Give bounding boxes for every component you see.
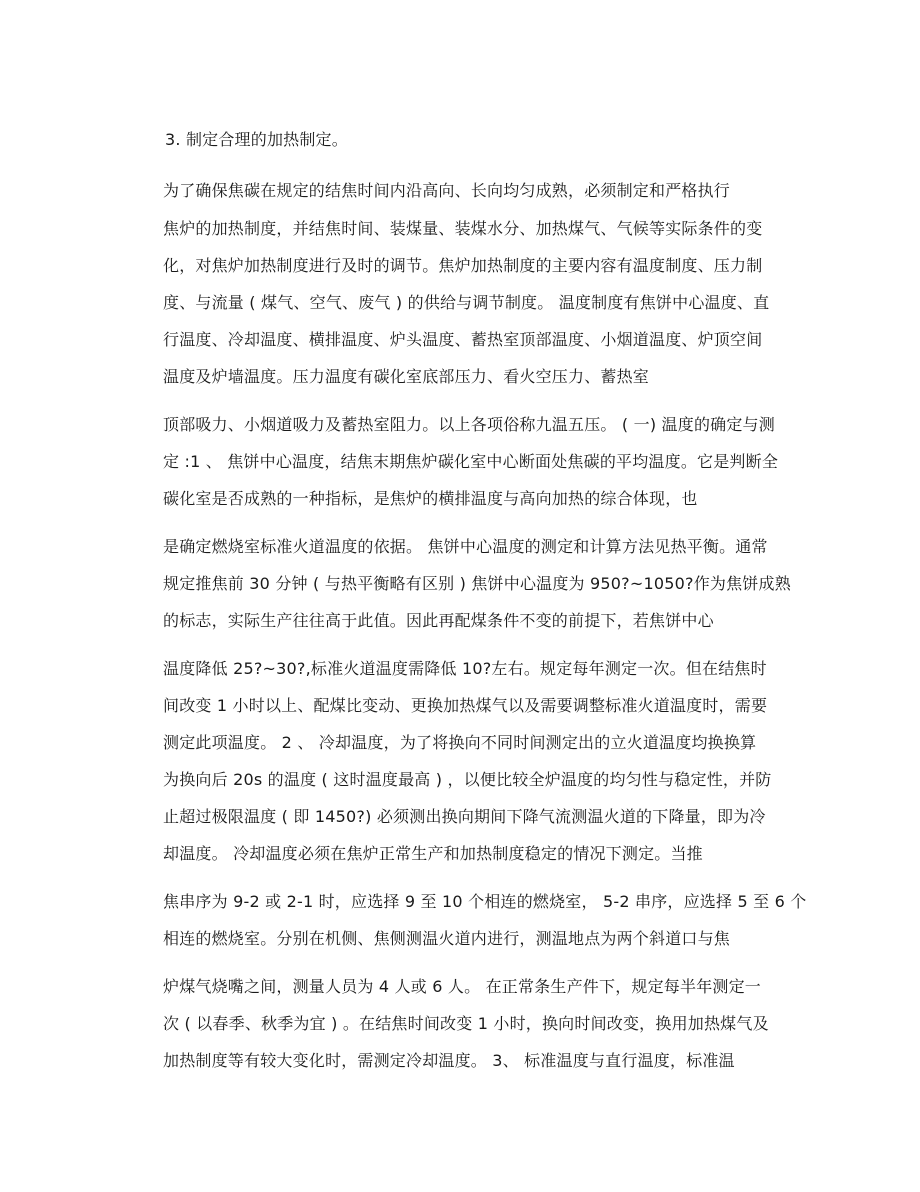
text-line: 为了确保焦碳在规定的结焦时间内沿高向、长向均匀成熟，必须制定和严格执行 <box>163 181 731 200</box>
text-line: 顶部吸力、小烟道吸力及蓄热室阻力。以上各项俗称九温五压。 ( 一) 温度的确定与测 <box>163 415 775 434</box>
text-line: 次 ( 以春季、秋季为宜 ) 。在结焦时间改变 1 小时，换向时间改变，换用加热煤气及 <box>163 1014 769 1033</box>
section-heading: 3. 制定合理的加热制定。 <box>165 130 348 149</box>
text-line: 的标志，实际生产往往高于此值。因此再配煤条件不变的前提下，若焦饼中心 <box>163 611 714 630</box>
text-line: 相连的燃烧室。分别在机侧、焦侧测温火道内进行，测温地点为两个斜道口与焦 <box>163 929 731 948</box>
text-line: 化，对焦炉加热制度进行及时的调节。焦炉加热制度的主要内容有温度制度、压力制 <box>163 256 763 275</box>
text-line: 炉煤气烧嘴之间，测量人员为 4 人或 6 人。 在正常条生产件下，规定每半年测定一 <box>163 977 761 996</box>
text-line: 碳化室是否成熟的一种指标，是焦炉的横排温度与高向加热的综合体现，也 <box>163 489 698 508</box>
text-line: 温度降低 25?~30?,标准火道温度需降低 10?左右。规定每年测定一次。但在结焦时 <box>163 659 767 678</box>
text-line: 温度及炉墙温度。压力温度有碳化室底部压力、看火空压力、蓄热室 <box>163 367 650 386</box>
text-line: 间改变 1 小时以上、配煤比变动、更换加热煤气以及需要调整标准火道温度时，需要 <box>163 696 768 715</box>
text-line: 测定此项温度。 2 、 冷却温度，为了将换向不同时间测定出的立火道温度均换换算 <box>163 733 757 752</box>
text-line: 止超过极限温度 ( 即 1450?) 必须测出换向期间下降气流测温火道的下降量，即为冷 <box>163 807 766 826</box>
text-line: 焦炉的加热制度，并结焦时间、装煤量、装煤水分、加热煤气、气候等实际条件的变 <box>163 219 763 238</box>
text-line: 加热制度等有较大变化时，需测定冷却温度。 3、 标准温度与直行温度，标准温 <box>163 1051 735 1070</box>
text-line: 为换向后 20s 的温度 ( 这时温度最高 ) ，以便比较全炉温度的均匀性与稳定性，并防 <box>163 770 772 789</box>
text-line: 规定推焦前 30 分钟 ( 与热平衡略有区别 ) 焦饼中心温度为 950?~1050?作为焦饼成熟 <box>163 574 791 593</box>
text-line: 定 :1 、 焦饼中心温度，结焦末期焦炉碳化室中心断面处焦碳的平均温度。它是判断全 <box>163 452 779 471</box>
text-line: 是确定燃烧室标准火道温度的依据。 焦饼中心温度的测定和计算方法见热平衡。通常 <box>163 537 768 556</box>
text-line: 度、与流量 ( 煤气、空气、废气 ) 的供给与调节制度。 温度制度有焦饼中心温度、直 <box>163 293 770 312</box>
text-line: 焦串序为 9-2 或 2-1 时，应选择 9 至 10 个相连的燃烧室， 5-2 串序，应选择 5 至 6 个 <box>163 892 807 911</box>
text-line: 行温度、冷却温度、横排温度、炉头温度、蓄热室顶部温度、小烟道温度、炉顶空间 <box>163 330 763 349</box>
text-line: 却温度。 冷却温度必须在焦炉正常生产和加热制度稳定的情况下测定。当推 <box>163 844 703 863</box>
